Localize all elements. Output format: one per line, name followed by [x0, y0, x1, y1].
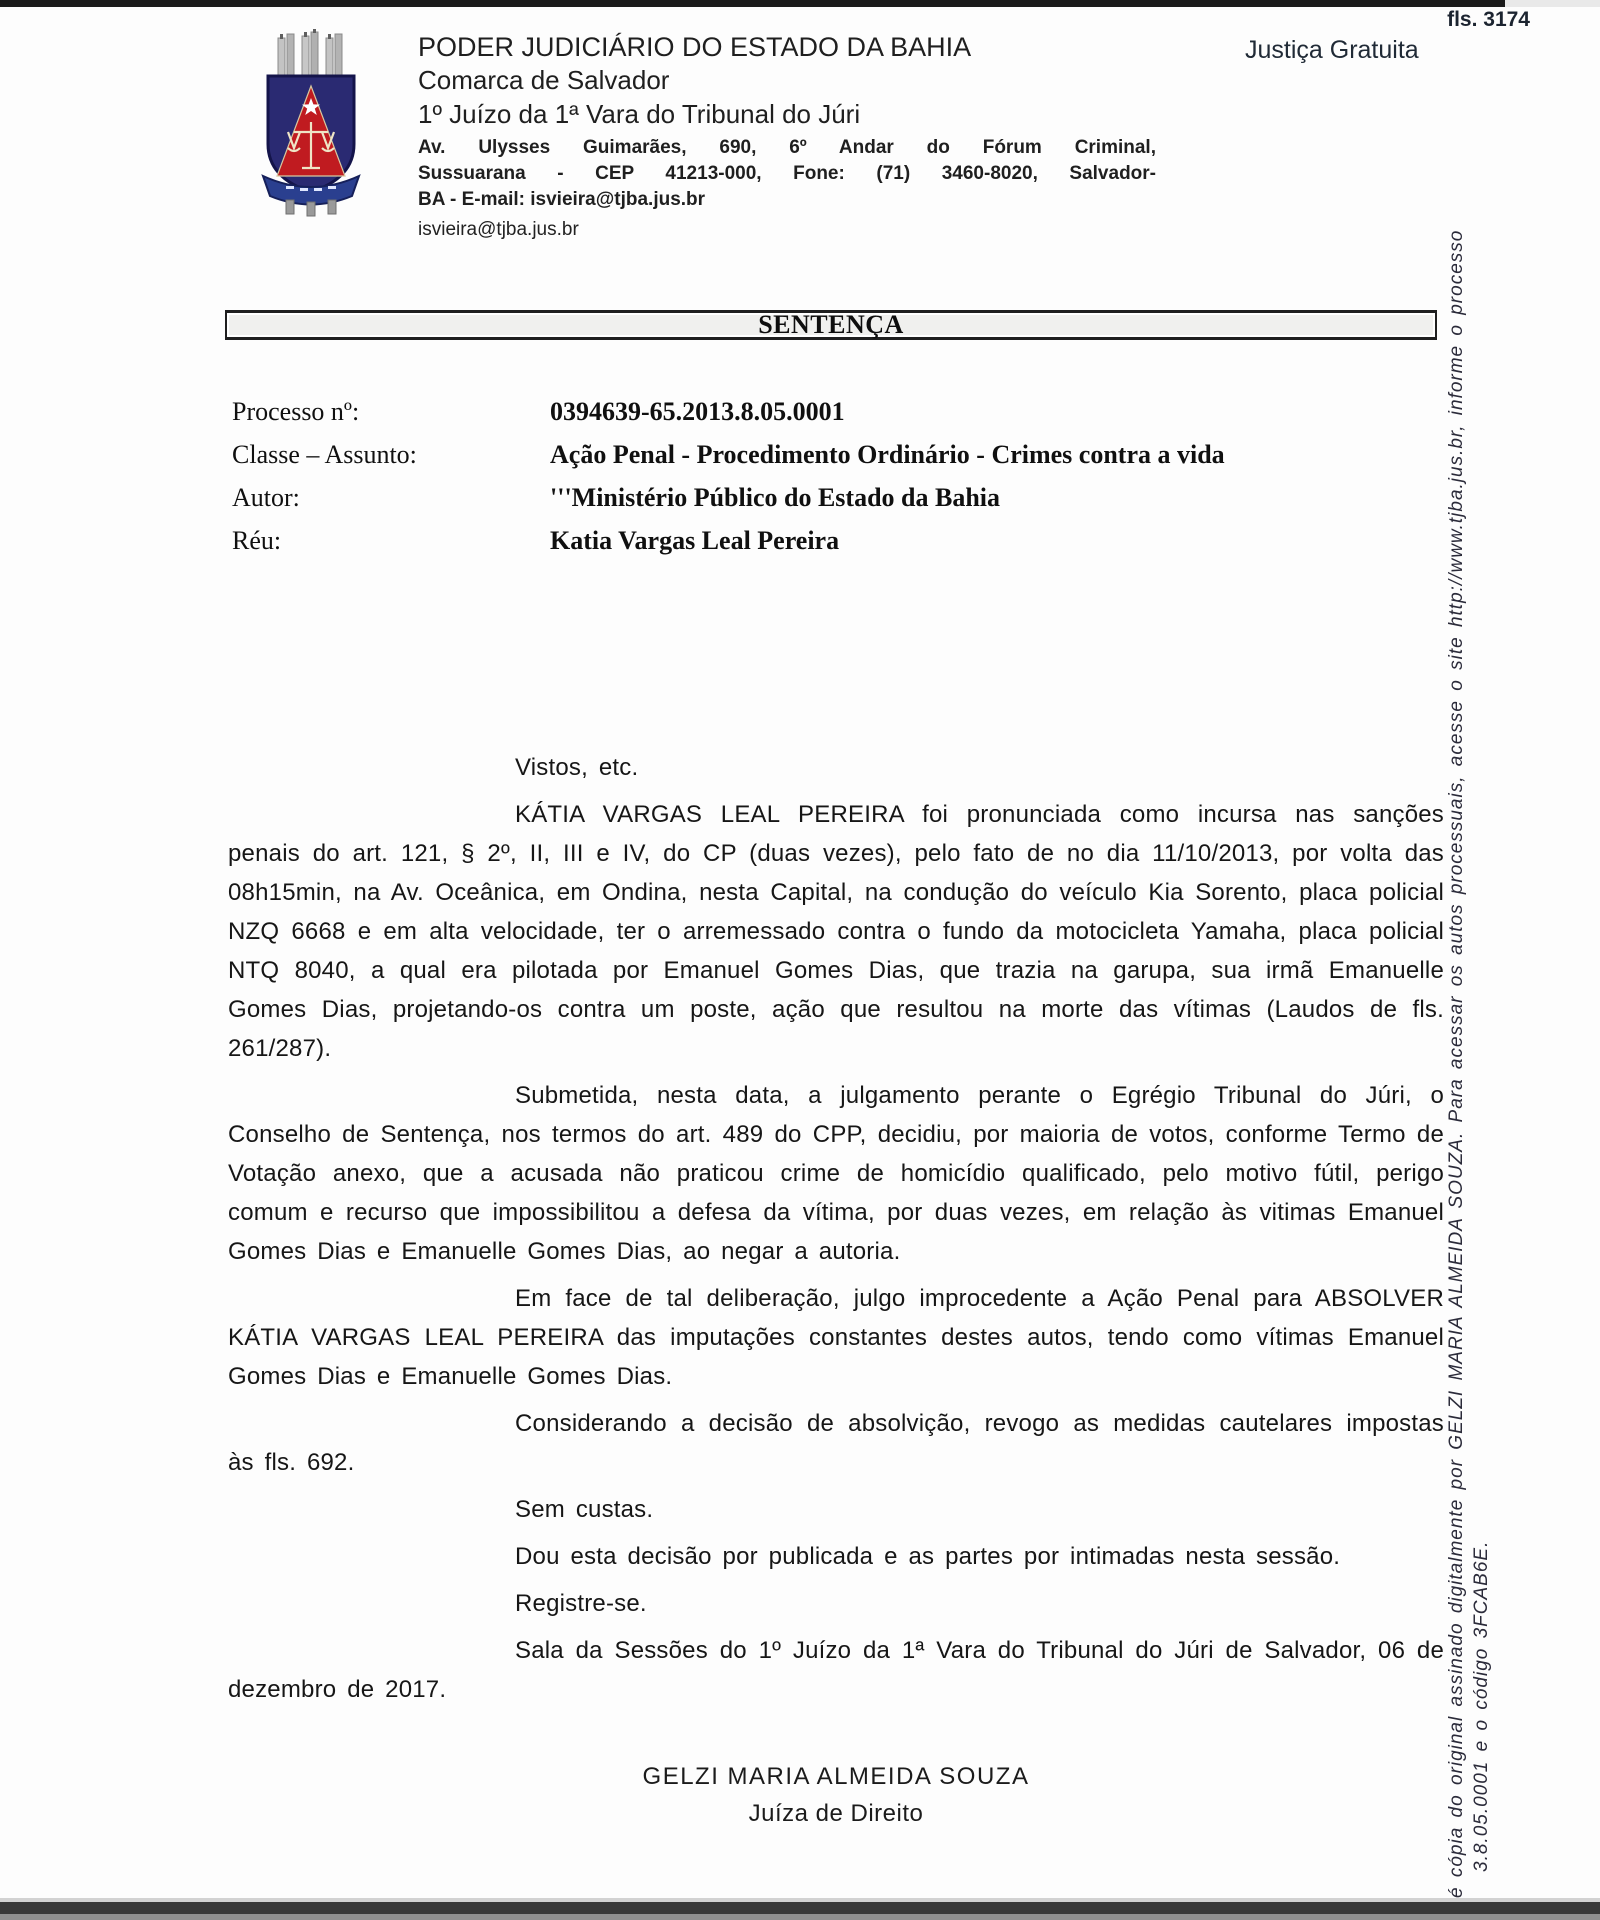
body-paragraph-9: Sala da Sessões do 1º Juízo da 1ª Vara do Tribunal do Júri de Salvador, 06 de dezembro de 2017.: [228, 1637, 1444, 1703]
meta-row-author: [232, 478, 1444, 518]
court-address-line2: Sussuarana - CEP 41213-000, Fone: (71) 3460-8020, Salvador-: [418, 163, 1156, 184]
bahia-coat-of-arms-icon: [258, 28, 364, 224]
digital-signature-code: 3.8.05.0001 e o código 3FCAB6E.: [1471, 1540, 1492, 1872]
court-address-line1: Av. Ulysses Guimarães, 690, 6º Andar do Fórum Criminal,: [418, 137, 1156, 158]
window-bottom-edge: [0, 1898, 1600, 1920]
court-address-line3: BA - E-mail: isvieira@tjba.jus.br: [418, 189, 706, 210]
case-metadata: [232, 392, 1444, 564]
judge-name: GELZI MARIA ALMEIDA SOUZA: [642, 1763, 1030, 1790]
court-header: [418, 30, 1158, 241]
body-paragraph-2: KÁTIA VARGAS LEAL PEREIRA foi pronunciada como incursa nas sanções penais do art. 121, § 2º, II, III e IV, do CP (duas vezes), pelo fato de no dia 11/10/2013, por volta das 08h15min, na Av. Oceânica, em Ondina, nesta Capital, na condução do veículo Kia Sorento, placa policial NZQ 6668 e em alta velocidade, ter o arremessado contra o fundo da motocicleta Yamaha, placa policial NTQ 8040, a qual era pilotada por Emanuel Gomes Dias, que trazia na garupa, sua irmã Emanuelle Gomes Dias, projetando-os contra um poste, ação que resultou na morte das vítimas (Laudos de fls. 261/287).: [228, 801, 1444, 1062]
court-address: [418, 135, 1156, 213]
author-label: Autor:: [232, 483, 300, 512]
window-top-edge: [0, 0, 1505, 7]
body-paragraph-6: Sem custas.: [515, 1496, 654, 1523]
free-justice-label: Justiça Gratuita: [1245, 36, 1419, 64]
class-subject-label: Classe – Assunto:: [232, 440, 417, 469]
window-top-edge-light: [1505, 0, 1600, 7]
body-paragraph-4: Em face de tal deliberação, julgo improcedente a Ação Penal para ABSOLVER KÁTIA VARGAS LEAL PEREIRA das imputações constantes destes autos, tendo como vítimas Emanuel Gomes Dias e Emanuelle Gomes Dias.: [228, 1285, 1444, 1390]
meta-row-process: [232, 392, 1444, 432]
folio-number: fls. 3174: [1447, 8, 1530, 31]
defendant-value: Katia Vargas Leal Pereira: [550, 526, 840, 555]
document-title: SENTENÇA: [758, 310, 904, 339]
court-name: PODER JUDICIÁRIO DO ESTADO DA BAHIA: [418, 32, 972, 62]
body-paragraph-7: Dou esta decisão por publicada e as partes por intimadas nesta sessão.: [515, 1543, 1341, 1570]
meta-row-class: [232, 435, 1444, 475]
body-paragraph-1: Vistos, etc.: [515, 754, 639, 781]
decision-body: [228, 748, 1444, 1717]
digital-signature-stamp: é cópia do original assinado digitalmente por GELZI MARIA ALMEIDA SOUZA. Para acessar os autos processuais, acesse o site http://www.tjba.jus.br, informe o processo: [1446, 229, 1467, 1898]
defendant-label: Réu:: [232, 526, 282, 555]
body-paragraph-3: Submetida, nesta data, a julgamento perante o Egrégio Tribunal do Júri, o Conselho de Sentença, nos termos do art. 489 do CPP, decidiu, por maioria de votos, conforme Termo de Votação anexo, que a acusada não praticou crime de homicídio qualificado, pelo motivo fútil, perigo comum e recurso que impossibilitou a defesa da vítima, por duas vezes, em relação às vitimas Emanuel Gomes Dias e Emanuelle Gomes Dias, ao negar a autoria.: [228, 1082, 1444, 1265]
court-email: isvieira@tjba.jus.br: [418, 219, 579, 240]
body-paragraph-8: Registre-se.: [515, 1590, 647, 1617]
court-division: 1º Juízo da 1ª Vara do Tribunal do Júri: [418, 99, 861, 129]
document-title-bar: [225, 310, 1437, 340]
signature-block: [228, 1758, 1444, 1832]
author-value: '''Ministério Público do Estado da Bahia: [550, 483, 1001, 512]
process-number-value: 0394639-65.2013.8.05.0001: [550, 397, 845, 426]
body-paragraph-5: Considerando a decisão de absolvição, revogo as medidas cautelares impostas às fls. 692.: [228, 1410, 1444, 1476]
meta-row-defendant: [232, 521, 1444, 561]
class-subject-value: Ação Penal - Procedimento Ordinário - Crimes contra a vida: [550, 440, 1225, 469]
process-number-label: Processo nº:: [232, 397, 360, 426]
judge-title: Juíza de Direito: [748, 1800, 924, 1827]
court-district: Comarca de Salvador: [418, 65, 670, 95]
